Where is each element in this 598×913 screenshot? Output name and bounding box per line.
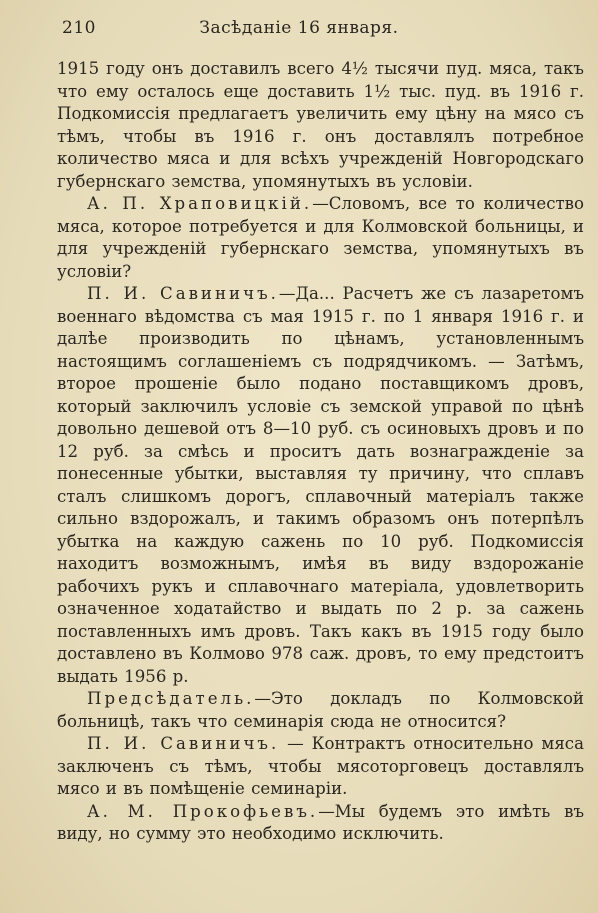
- speaker-name: П. И. Савиничъ.: [87, 734, 280, 753]
- running-head: Засѣданіе 16 января.: [199, 18, 399, 38]
- paragraph-text: —Да... Расчетъ же съ лазаретомъ военнаго вѣдомства съ мая 1915 г. по 1 января 1916 г. и далѣе производить по цѣнамъ, установленнымъ настоящимъ соглашеніемъ съ подрядчикомъ. — Затѣмъ, второе прошеніе было подано поставщикомъ дровъ, который заключилъ условіе съ земской управой по цѣнѣ довольно дешевой отъ 8—10 руб. съ осиновыхъ дровъ и по 12 руб. за смѣсь и проситъ дать вознагражденіе за понесенные убытки, выставляя ту причину, что сплавъ сталъ слишкомъ дорогъ, сплавочный матеріалъ также сильно вздорожалъ, и такимъ образомъ онъ потерпѣлъ убытка на каждую сажень по 10 руб. Подкомиссія находитъ возможнымъ, имѣя въ виду вздорожаніе рабочихъ рукъ и сплавочнаго матеріала, удовлетворить означенное ходатайство и выдать по 2 р. за сажень поставленныхъ имъ дровъ. Такъ какъ въ 1915 году было доставлено въ Колмово 978 саж. дровъ, то ему предстоитъ выдать 1956 р.: [57, 284, 584, 686]
- paragraph-text: —Мы будемъ это имѣть въ виду, но сумму это необходимо исключить.: [57, 801, 584, 843]
- page-header: [52, 16, 546, 46]
- paragraph-text: — Контрактъ относительно мяса заключенъ съ тѣмъ, чтобы мясоторговецъ доставлялъ мясо и въ помѣщеніе семинаріи.: [57, 734, 584, 798]
- speaker-name: Предсѣдатель.: [87, 689, 255, 708]
- speaker-name: А. П. Храповицкій.: [87, 194, 313, 213]
- paragraph: [57, 283, 584, 688]
- paragraph: [57, 688, 584, 733]
- paragraph-text: —Это докладъ по Колмовской больницѣ, такъ что семинарія сюда не относится?: [57, 689, 584, 731]
- page-body: [57, 58, 584, 846]
- paragraph-text: 1915 году онъ доставилъ всего 4½ тысячи пуд. мяса, такъ что ему осталось еще доставить 1½ тыс. пуд. въ 1916 г. Подкомиссія предлагаетъ увеличить ему цѣну на мясо съ тѣмъ, чтобы въ 1916 г. онъ доставлялъ потребное количество мяса и для всѣхъ учрежденій Новгородскаго губернскаго земства, упомянутыхъ въ условіи.: [57, 59, 584, 191]
- paragraph-text: —Словомъ, все то количество мяса, которое потребуется и для Колмовской больницы, и для учрежденій губернскаго земства, упомянутыхъ въ условіи?: [57, 194, 584, 281]
- paragraph: [57, 801, 584, 846]
- speaker-name: П. И. Савиничъ.: [87, 284, 279, 303]
- paragraph: [57, 193, 584, 283]
- speaker-name: А. М. Прокофьевъ.: [87, 801, 319, 821]
- page-number: 210: [62, 18, 96, 38]
- paragraph: [57, 733, 584, 801]
- paragraph: [57, 58, 584, 193]
